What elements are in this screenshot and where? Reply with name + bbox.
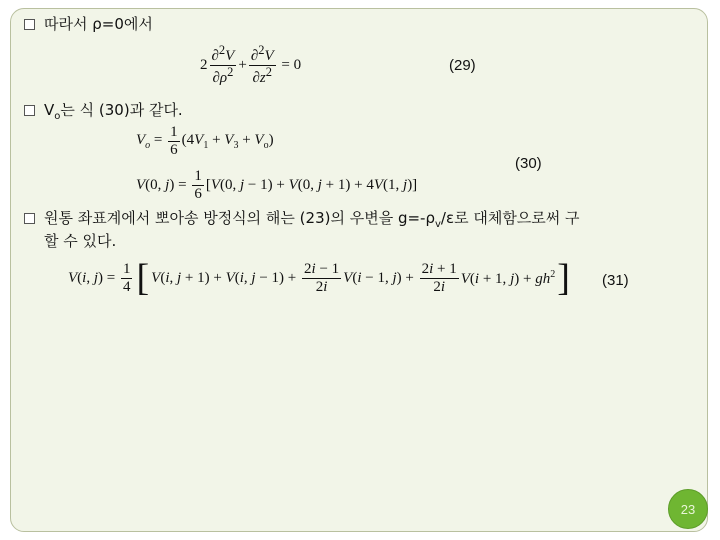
bullet-1-label: 따라서 ρ=0에서 — [44, 15, 153, 33]
equation-number-31: (31) — [602, 272, 629, 289]
equation-30: V(0, j) = $\frac{1}{6}$ [V(0, j − 1) + V(0, j + 1) + 4V(1, j)] — [136, 168, 418, 202]
equation-number-30: (30) — [515, 155, 542, 172]
bullet-text-3: 원통 좌표계에서 뽀아송 방정식의 해는 (23)의 우변을 $g=-\rho_v/\varepsilon$로 대체함으로써 구 — [44, 209, 580, 230]
equation-31: V(i, j) = $\frac{1}{4}$ [ V(i, j + 1) + V(i, j − 1) + $\frac{2i - 1}{2i}$ V(i − 1, j) + $\frac{2i + 1}{2i}$ V(i + 1, $j) + gh^2$ ] — [68, 257, 570, 299]
bullet-text-2: $V_o$는 식 (30)과 같다. — [44, 101, 183, 122]
bullet-marker — [24, 19, 35, 30]
equation-vo: $V_o$ = $\frac{1}{6}$ $(4V_1 + V_3 + V_o)$ — [136, 124, 274, 158]
bullet-marker — [24, 105, 35, 116]
equation-29: 2 $\frac{\partial^2V}{\partial\rho^2}$ + $\frac{\partial^2V}{\partial z^2}$ = 0 — [200, 43, 302, 86]
page-number: 23 — [680, 501, 696, 517]
bullet-marker — [24, 213, 35, 224]
equation-number-29: (29) — [449, 57, 476, 74]
bullet-text-1 — [44, 14, 153, 34]
bullet-text-3-line2: 할 수 있다. — [44, 232, 117, 250]
page-number-badge — [668, 489, 708, 529]
